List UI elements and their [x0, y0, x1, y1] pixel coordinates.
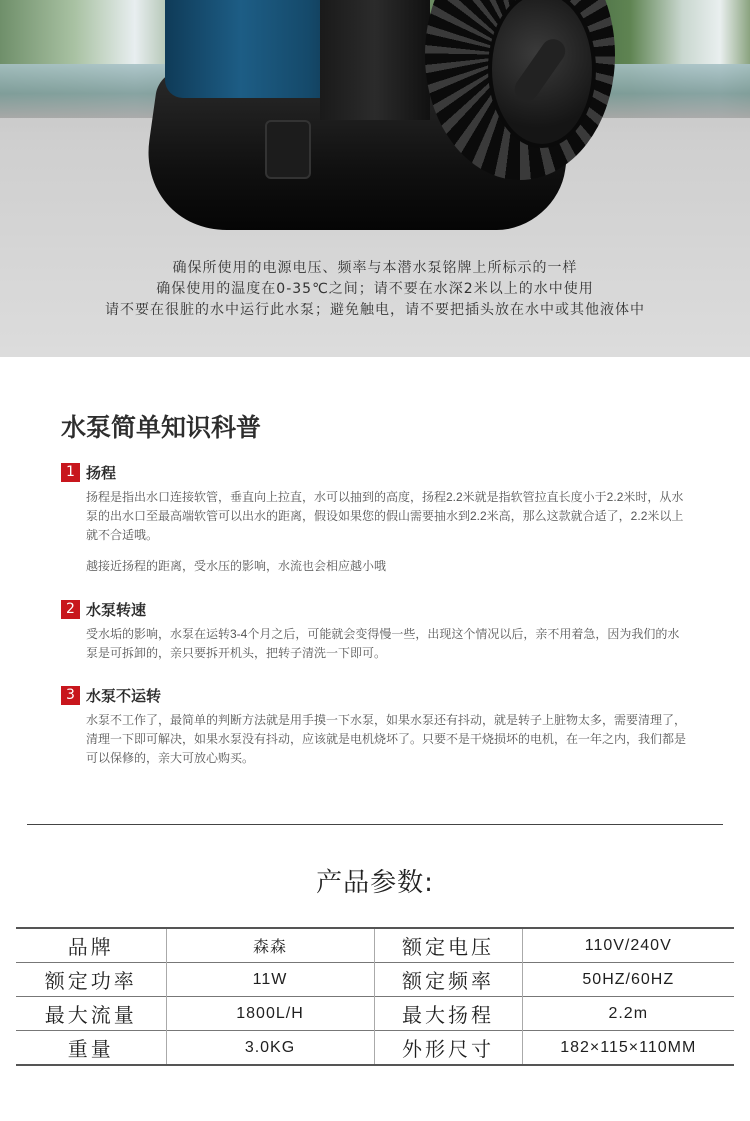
param-label: 品牌 [16, 928, 166, 963]
safety-note: 确保使用的温度在0-35℃之间；请不要在水深2米以上的水中使用 [156, 281, 594, 297]
section-number: 3 [61, 686, 80, 705]
param-value: 110V/240V [584, 936, 672, 954]
table-row [16, 928, 734, 963]
section-title: 扬程 [86, 463, 117, 482]
knowledge-title: 水泵简单知识科普 [61, 413, 262, 442]
param-label: 最大扬程 [374, 997, 522, 1031]
table-row [16, 963, 734, 997]
param-value: 182×115×110MM [522, 1031, 734, 1066]
section-head-lift [61, 461, 701, 576]
param-label: 重量 [16, 1031, 166, 1066]
section-not-running [61, 684, 701, 768]
section-number: 1 [61, 463, 80, 482]
param-value: 50HZ/60HZ [522, 963, 734, 997]
param-label: 最大流量 [16, 997, 166, 1031]
product-hero [0, 0, 750, 357]
divider [27, 824, 723, 825]
section-title: 水泵转速 [86, 600, 147, 619]
section-paragraph: 水泵不工作了，最简单的判断方法就是用手摸一下水泵，如果水泵还有抖动，就是转子上脏物太多，需要清理了，清理一下即可解决，如果水泵没有抖动，应该就是电机烧坏了。只要不是干烧损坏的电机，在一年之内，我们都是可以保修的，亲大可放心购买。 [86, 713, 687, 765]
param-value: 2.2m [522, 997, 734, 1031]
safety-note: 请不要在很脏的水中运行此水泵；避免触电，请不要把插头放在水中或其他液体中 [105, 302, 645, 318]
safety-notes [0, 258, 750, 321]
param-value: 11W [166, 963, 374, 997]
section-paragraph: 扬程是指出水口连接软管，垂直向上拉直，水可以抽到的高度，扬程2.2米就是指软管拉直长度小于2.2米时，从水泵的出水口至最高端软管可以出水的距离，假设如果您的假山需要抽水到2.2米高，那么这款就合适了，2.2米以上就不合适哦。 [86, 490, 684, 542]
param-value: 3.0KG [166, 1031, 374, 1066]
param-value: 森森 [166, 928, 374, 963]
table-row [16, 1031, 734, 1066]
params-title: 产品参数: [316, 868, 434, 898]
section-title: 水泵不运转 [86, 686, 162, 705]
pump-body-black [320, 0, 430, 120]
params-table [16, 927, 734, 1066]
section-speed [61, 598, 701, 663]
table-row [16, 997, 734, 1031]
param-value: 1800L/H [166, 997, 374, 1031]
pump-slot [265, 120, 311, 179]
section-number: 2 [61, 600, 80, 619]
param-label: 外形尺寸 [374, 1031, 522, 1066]
param-label: 额定电压 [374, 928, 522, 963]
param-label: 额定功率 [16, 963, 166, 997]
param-label: 额定频率 [374, 963, 522, 997]
safety-note: 确保所使用的电源电压、频率与本潜水泵铭牌上所标示的一样 [172, 260, 578, 276]
section-paragraph: 越接近扬程的距离，受水压的影响，水流也会相应越小哦 [86, 559, 387, 573]
section-paragraph: 受水垢的影响，水泵在运转3-4个月之后，可能就会变得慢一些，出现这个情况以后，亲不用着急，因为我们的水泵是可拆卸的，亲只要拆开机头，把转子清洗一下即可。 [86, 627, 680, 660]
